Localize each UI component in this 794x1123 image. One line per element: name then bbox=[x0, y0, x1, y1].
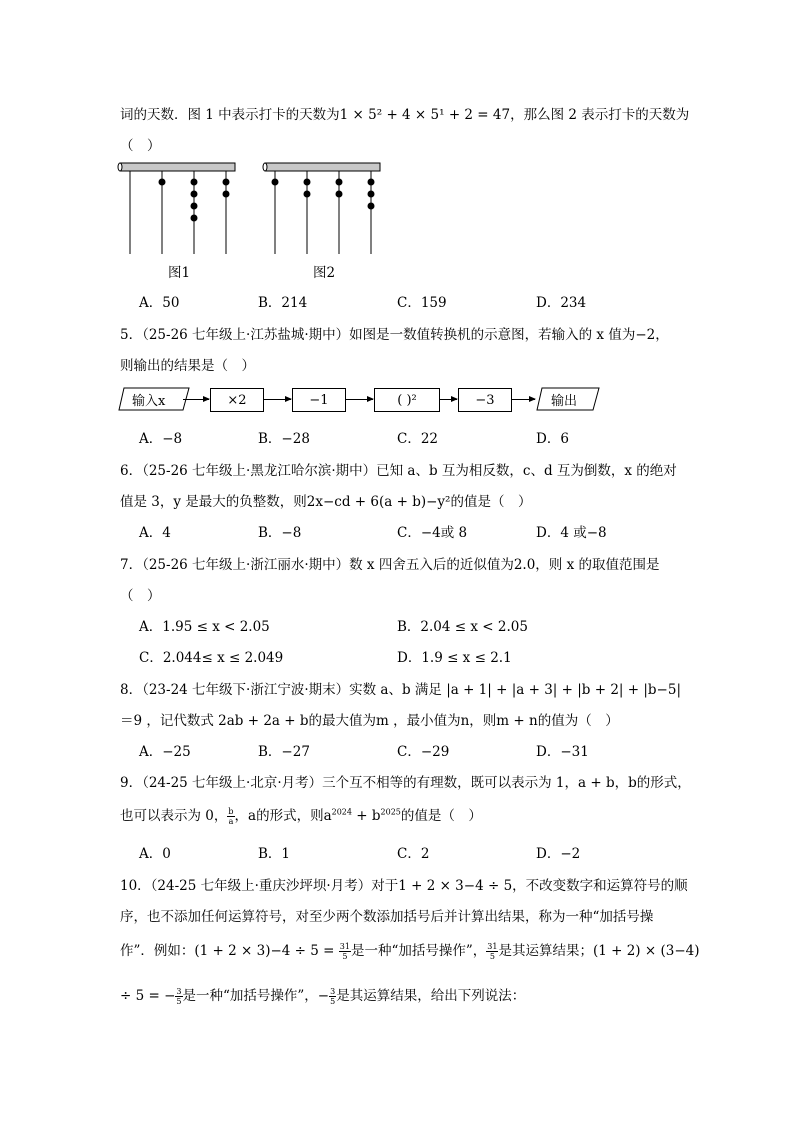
flow-arrow bbox=[263, 399, 291, 400]
q10-stem-line-4: ÷ 5 = − $\frac{3}{5}$ 是一种“加括号操作”，− $\frac{3}{5}$ 是其运算结果，给出下列说法： bbox=[120, 987, 526, 1006]
flow-step-minus-1: −1 bbox=[292, 388, 346, 412]
q8-option-c[interactable]: C．−29 bbox=[397, 744, 450, 760]
q5-stem-line-2: 则输出的结果是（ ） bbox=[120, 358, 255, 374]
flow-arrow bbox=[511, 399, 535, 400]
abacus-figure-1 bbox=[118, 163, 235, 254]
q7-option-b[interactable]: B．2.04 ≤ x < 2.05 bbox=[397, 619, 528, 635]
q9-option-c[interactable]: C．2 bbox=[397, 846, 430, 862]
bead bbox=[272, 179, 279, 186]
q7-option-c[interactable]: C．2.044≤ x ≤ 2.049 bbox=[139, 650, 284, 666]
q4-formula: 1 × 5² + 4 × 5¹ + 2 = 47 bbox=[339, 107, 511, 123]
q6-option-c[interactable]: C．−4或 8 bbox=[397, 525, 468, 541]
q5-stem-line-1: 5．（25-26 七年级上·江苏盐城·期中）如图是一数值转换机的示意图，若输入的 x 值为−2， bbox=[120, 327, 669, 343]
q8-stem-line-1: 8．（23-24 七年级下·浙江宁波·期末）实数 a、b 满足 |a + 1| + |a + 3| + |b + 2| + |b−5| bbox=[120, 682, 681, 698]
fraction-3-5: $\frac{3}{5}$ bbox=[176, 987, 182, 1006]
q8-stem-line-2: ＝9 ，记代数式 2ab + 2a + b的最大值为m ，最小值为n，则m + n的值为（ ） bbox=[120, 713, 619, 729]
bead bbox=[191, 179, 198, 186]
q9-stem-line-2: 也可以表示为 0， $\frac{b}{a}$ ，a的形式，则$a^{2024} + b^{2025}$的值是（ ） bbox=[120, 807, 482, 826]
flow-step-square: ( )² bbox=[374, 388, 440, 412]
abacus-1-rod bbox=[120, 163, 235, 171]
fraction-31-5: $\frac{31}{5}$ bbox=[339, 942, 350, 961]
q10-stem-line-2: 序，也不添加任何运算符号，对至少两个数添加括号后并计算出结果，称为一种“加括号操 bbox=[120, 909, 654, 925]
q10-stem-line-3: 作”．例如：(1 + 2 × 3)−4 ÷ 5 = $\frac{31}{5}$ 是一种“加括号操作”， $\frac{31}{5}$ 是其运算结果；(1 + 2) × (3−4) bbox=[120, 942, 700, 961]
flow-arrow bbox=[183, 399, 209, 400]
q4-paren: （ ） bbox=[120, 138, 161, 154]
bead bbox=[159, 179, 166, 186]
q9-fraction-b-over-a: $\frac{b}{a}$ bbox=[228, 807, 234, 826]
q4-text-prefix: 词的天数．图 1 中表示打卡的天数为 bbox=[120, 107, 340, 123]
fig2-label: 图2 bbox=[313, 265, 336, 281]
q9-option-b[interactable]: B．1 bbox=[258, 846, 291, 862]
q6-option-a[interactable]: A．4 bbox=[139, 525, 171, 541]
bead bbox=[304, 179, 311, 186]
q6-stem-line-2: 值是 3，y 是最大的负整数，则2x−cd + 6(a + b)−y²的值是（ ） bbox=[120, 494, 532, 510]
q4-stem-line bbox=[120, 103, 689, 123]
bead bbox=[336, 179, 343, 186]
flow-input-label: 输入x bbox=[132, 394, 166, 409]
q9-stem-line-1: 9．（24-25 七年级上·北京·月考）三个互不相等的有理数，既可以表示为 1，a + b，b的形式， bbox=[120, 775, 691, 791]
flow-step-minus-3: −3 bbox=[458, 388, 512, 412]
q5-option-c[interactable]: C．22 bbox=[397, 431, 439, 447]
q4-option-a[interactable]: A．50 bbox=[139, 295, 180, 311]
q5-option-a[interactable]: A．−8 bbox=[139, 431, 183, 447]
q6-stem-line-1: 6．（25-26 七年级上·黑龙江哈尔滨·期中）已知 a、b 互为相反数，c、d 互为倒数，x 的绝对 bbox=[120, 463, 677, 479]
flow-step-times-2: ×2 bbox=[210, 388, 264, 412]
fraction-31-5: $\frac{31}{5}$ bbox=[487, 942, 498, 961]
bead bbox=[191, 191, 198, 198]
bead bbox=[304, 191, 311, 198]
q8-option-d[interactable]: D．−31 bbox=[536, 744, 589, 760]
q4-text-suffix: ，那么图 2 表示打卡的天数为 bbox=[510, 107, 690, 123]
flow-output-label: 输出 bbox=[551, 394, 578, 409]
q4-option-d[interactable]: D．234 bbox=[536, 295, 587, 311]
bead bbox=[368, 191, 375, 198]
q9-option-a[interactable]: A．0 bbox=[139, 846, 171, 862]
bead bbox=[191, 215, 198, 222]
q4-option-c[interactable]: C．159 bbox=[397, 295, 447, 311]
abacus-2-rod bbox=[265, 163, 380, 171]
bead bbox=[191, 203, 198, 210]
flow-arrow bbox=[345, 399, 373, 400]
q8-option-a[interactable]: A．−25 bbox=[139, 744, 191, 760]
q7-option-d[interactable]: D．1.9 ≤ x ≤ 2.1 bbox=[397, 650, 512, 666]
fig1-label: 图1 bbox=[168, 265, 191, 281]
q10-stem-line-1: 10．（24-25 七年级上·重庆沙坪坝·月考）对于1 + 2 × 3−4 ÷ 5，不改变数字和运算符号的顺 bbox=[120, 878, 688, 894]
q7-stem-line-2: （ ） bbox=[120, 588, 161, 604]
q4-option-b[interactable]: B．214 bbox=[258, 295, 308, 311]
q7-stem-line-1: 7．（25-26 七年级上·浙江丽水·期中）数 x 四舍五入后的近似值为2.0，则 x 的取值范围是 bbox=[120, 557, 660, 573]
abacus-figure-2 bbox=[263, 163, 380, 254]
q6-option-b[interactable]: B．−8 bbox=[258, 525, 302, 541]
flow-arrow bbox=[439, 399, 457, 400]
q5-option-d[interactable]: D．6 bbox=[536, 431, 569, 447]
bead bbox=[223, 179, 230, 186]
abacus-figures bbox=[115, 158, 390, 280]
bead bbox=[223, 191, 230, 198]
q6-option-d[interactable]: D．4 或−8 bbox=[536, 525, 607, 541]
q9-option-d[interactable]: D．−2 bbox=[536, 846, 581, 862]
bead bbox=[368, 203, 375, 210]
q8-option-b[interactable]: B．−27 bbox=[258, 744, 310, 760]
bead bbox=[336, 191, 343, 198]
bead bbox=[368, 179, 375, 186]
fraction-3-5: $\frac{3}{5}$ bbox=[330, 987, 336, 1006]
q5-option-b[interactable]: B．−28 bbox=[258, 431, 310, 447]
q7-option-a[interactable]: A．1.95 ≤ x < 2.05 bbox=[139, 619, 270, 635]
